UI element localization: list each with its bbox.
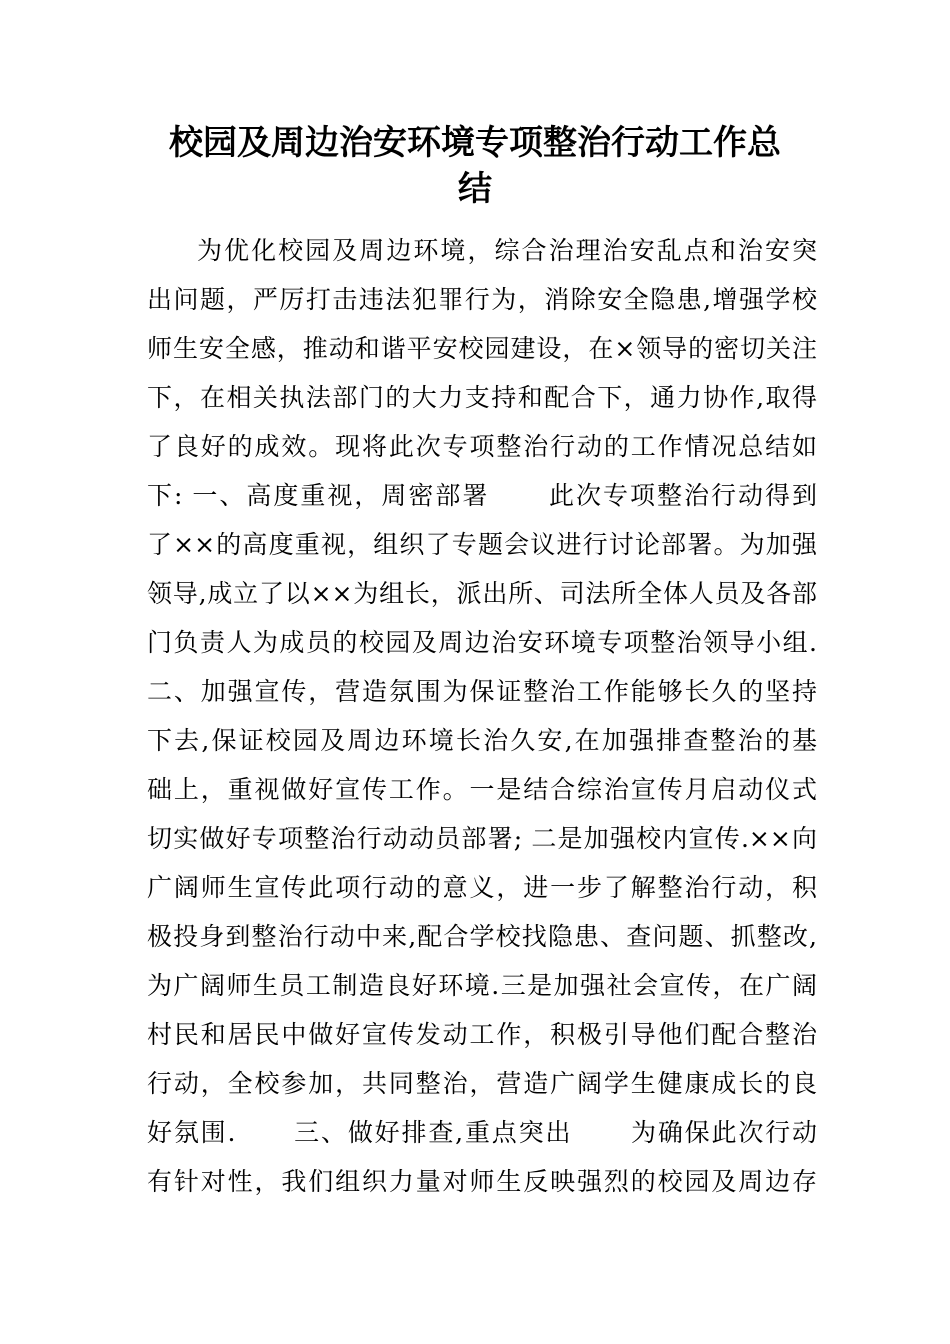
body-line: 广阔师生宣传此项行动的意义，进一步了解整治行动，积 xyxy=(147,873,817,902)
body-line: 下去,保证校园及周边环境长治久安,在加强排查整治的基 xyxy=(147,726,817,755)
body-line: 了良好的成效。现将此次专项整治行动的工作情况总结如 xyxy=(147,432,817,461)
document-title xyxy=(140,120,810,212)
body-line: 师生安全感，推动和谐平安校园建设，在×领导的密切关注 xyxy=(147,334,817,363)
document-body xyxy=(147,226,817,1206)
body-line: 为广阔师生员工制造良好环境.三是加强社会宣传，在广阔 xyxy=(147,971,817,1000)
body-line: 领导,成立了以××为组长，派出所、司法所全体人员及各部 xyxy=(147,579,817,608)
body-line: 有针对性，我们组织力量对师生反映强烈的校园及周边存 xyxy=(147,1167,817,1196)
body-line: 础上，重视做好宣传工作。一是结合综治宣传月启动仪式 xyxy=(147,775,817,804)
body-line: 下，在相关执法部门的大力支持和配合下，通力协作,取得 xyxy=(147,383,817,412)
body-line: 行动，全校参加，共同整治，营造广阔学生健康成长的良 xyxy=(147,1069,817,1098)
body-line: 门负责人为成员的校园及周边治安环境专项整治领导小组. xyxy=(147,628,817,657)
body-line: 好氛围. 三、做好排查,重点突出 为确保此次行动 xyxy=(147,1118,817,1147)
body-line: 村民和居民中做好宣传发动工作，积极引导他们配合整治 xyxy=(147,1020,817,1049)
body-line: 下: 一、高度重视，周密部署 此次专项整治行动得到 xyxy=(147,481,817,510)
body-line: 为优化校园及周边环境，综合治理治安乱点和治安突 xyxy=(197,236,817,265)
title-line-1: 校园及周边治安环境专项整治行动工作总 xyxy=(169,123,781,163)
body-line: 出问题，严厉打击违法犯罪行为，消除安全隐患,增强学校 xyxy=(147,285,817,314)
body-line: 切实做好专项整治行动动员部署; 二是加强校内宣传.××向 xyxy=(147,824,817,853)
body-line: 了××的高度重视，组织了专题会议进行讨论部署。为加强 xyxy=(147,530,817,559)
body-line: 极投身到整治行动中来,配合学校找隐患、查问题、抓整改, xyxy=(147,922,817,951)
body-line: 二、加强宣传，营造氛围为保证整治工作能够长久的坚持 xyxy=(147,677,817,706)
title-line-2: 结 xyxy=(458,169,492,209)
